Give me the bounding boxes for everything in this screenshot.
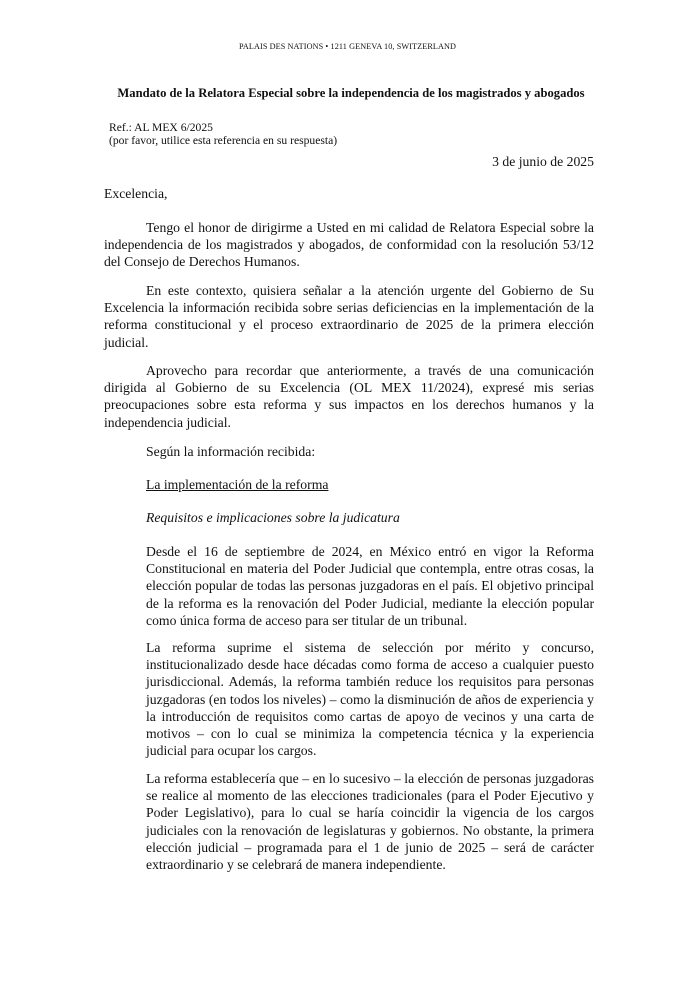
header-address: PALAIS DES NATIONS • 1211 GENEVA 10, SWITZERLAND <box>238 42 457 51</box>
paragraph-1: Tengo el honor de dirigirme a Usted en mi calidad de Relatora Especial sobre la independencia de los magistrados y abogados, de conformidad con la resolución 53/12 del Consejo de Derechos Humanos. <box>104 220 594 270</box>
section-heading: La implementación de la reforma <box>146 477 329 492</box>
paragraph-6: La reforma suprime el sistema de selección por mérito y concurso, institucionalizado desde hace décadas como forma de acceso a cualquier puesto jurisdiccional. Además, la reforma también reduce los requisitos para personas juzgadoras (en todos los niveles) – como la disminución de años de experiencia y la introducción de requisitos como cartas de apoyo de vecinos y una carta de motivos – con lo cual se minimiza la competencia técnica y la experiencia judicial para ocupar los cargos. <box>146 640 594 759</box>
paragraph-4: Según la información recibida: <box>146 444 316 459</box>
paragraph-5: Desde el 16 de septiembre de 2024, en México entró en vigor la Reforma Constitucional en materia del Poder Judicial que contempla, entre otras cosas, la elección popular de todas las personas juzgadoras en el país. El objetivo principal de la reforma es la renovación del Poder Judicial, mediante la elección popular como única forma de acceso para ser titular de un tribunal. <box>146 544 594 628</box>
letter-date: 3 de junio de 2025 <box>492 154 594 169</box>
reference-number: Ref.: AL MEX 6/2025 <box>109 121 213 134</box>
paragraph-2: En este contexto, quisiera señalar a la atención urgente del Gobierno de Su Excelencia la información recibida sobre serias deficiencias en la implementación de la reforma constitucional y el proceso extraordinario de 2025 de la primera elección judicial. <box>104 283 594 350</box>
subsection-heading: Requisitos e implicaciones sobre la judicatura <box>146 510 400 525</box>
mandate-title: Mandato de la Relatora Especial sobre la independencia de los magistrados y abogados <box>117 86 585 100</box>
reference-block <box>109 121 337 147</box>
reference-note: (por favor, utilice esta referencia en su respuesta) <box>109 134 338 147</box>
paragraph-7: La reforma establecería que – en lo sucesivo – la elección de personas juzgadoras se realice al momento de las elecciones tradicionales (para el Poder Ejecutivo y Poder Legislativo), para lo cual se haría coincidir la vigencia de los cargos judiciales con la renovación de legislaturas y gobiernos. No obstante, la primera elección judicial – programada para el 1 de junio de 2025 – será de carácter extraordinario y se celebrará de manera independiente. <box>146 771 594 873</box>
paragraph-3: Aprovecho para recordar que anteriormente, a través de una comunicación dirigida al Gobierno de su Excelencia (OL MEX 11/2024), expresé mis serias preocupaciones sobre esta reforma y sus impactos en los derechos humanos y la independencia judicial. <box>104 363 594 430</box>
salutation: Excelencia, <box>104 186 168 201</box>
